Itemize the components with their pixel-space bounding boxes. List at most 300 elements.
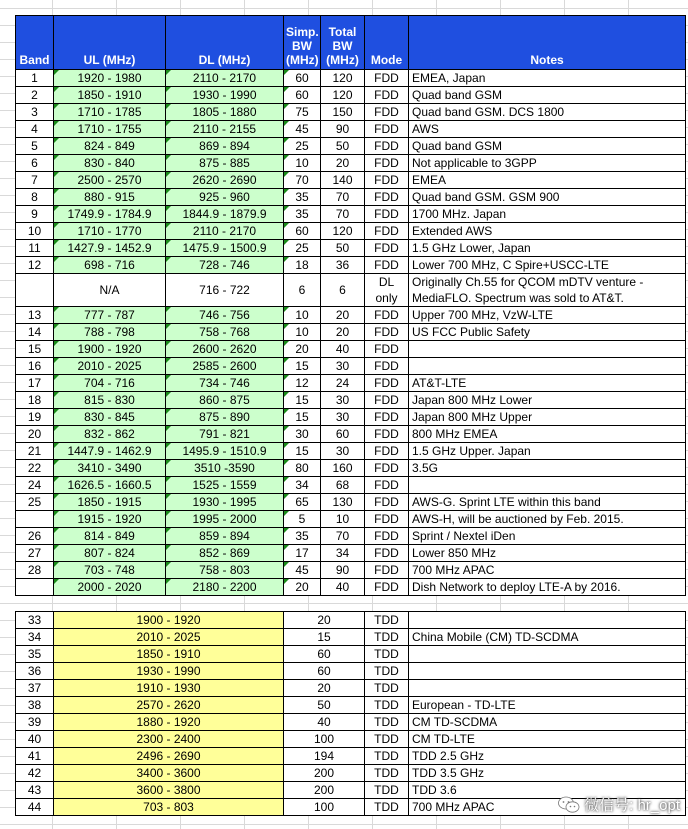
cell-dl[interactable]: 1930 - 1995 [166,494,284,511]
cell-dl[interactable]: 2110 - 2170 [166,70,284,87]
cell-notes[interactable] [409,358,686,375]
cell-simp-bw[interactable]: 10 [284,324,321,341]
cell-bandwidth[interactable]: 200 [284,782,365,799]
cell-bandwidth[interactable]: 60 [284,663,365,680]
cell-ul[interactable]: 1447.9 - 1462.9 [54,443,166,460]
cell-dl[interactable]: 852 - 869 [166,545,284,562]
cell-mode[interactable]: TDD [365,697,409,714]
cell-notes[interactable]: Lower 700 MHz, C Spire+USCC-LTE [409,257,686,274]
watermark-text: 微信号: hr_opt [584,797,680,814]
cell-ul[interactable]: 1710 - 1755 [54,121,166,138]
cell-mode[interactable]: FDD [365,172,409,189]
cell-mode[interactable]: FDD [365,307,409,324]
cell-band[interactable]: 24 [16,477,54,494]
cell-frequency-range[interactable]: 1930 - 1990 [54,663,284,680]
cell-total-bw[interactable]: 24 [321,375,365,392]
cell-ul[interactable]: 815 - 830 [54,392,166,409]
cell-bandwidth[interactable]: 15 [284,629,365,646]
cell-band[interactable]: 9 [16,206,54,223]
cell-mode[interactable] [365,274,409,307]
cell-bandwidth[interactable]: 50 [284,697,365,714]
cell-ul[interactable]: 814 - 849 [54,528,166,545]
header-total-bw[interactable]: Total BW (MHz) [321,16,365,70]
cell-ul[interactable]: 1710 - 1785 [54,104,166,121]
table-row [16,714,686,731]
cell-total-bw[interactable]: 20 [321,324,365,341]
cell-ul[interactable]: 1850 - 1915 [54,494,166,511]
cell-band[interactable]: 36 [16,663,54,680]
cell-dl[interactable]: 1495.9 - 1510.9 [166,443,284,460]
cell-band[interactable]: 16 [16,358,54,375]
cell-frequency-range[interactable]: 2010 - 2025 [54,629,284,646]
cell-band[interactable]: 18 [16,392,54,409]
cell-simp-bw[interactable]: 30 [284,426,321,443]
cell-simp-bw[interactable]: 6 [284,274,321,307]
cell-notes[interactable]: TDD 2.5 GHz [409,748,686,765]
cell-simp-bw[interactable]: 20 [284,341,321,358]
table-row [16,663,686,680]
cell-mode[interactable]: TDD [365,714,409,731]
cell-notes[interactable]: US FCC Public Safety [409,324,686,341]
cell-mode[interactable]: FDD [365,121,409,138]
cell-ul[interactable]: 1900 - 1920 [54,341,166,358]
cell-frequency-range[interactable]: 2300 - 2400 [54,731,284,748]
cell-mode[interactable]: TDD [365,748,409,765]
cell-ul[interactable]: 880 - 915 [54,189,166,206]
cell-simp-bw[interactable]: 25 [284,240,321,257]
cell-mode[interactable]: TDD [365,629,409,646]
cell-band[interactable]: 15 [16,341,54,358]
cell-dl[interactable]: 1844.9 - 1879.9 [166,206,284,223]
cell-total-bw[interactable]: 30 [321,409,365,426]
cell-ul[interactable]: 1749.9 - 1784.9 [54,206,166,223]
cell-mode[interactable]: FDD [365,460,409,477]
table-row [16,629,686,646]
separator-section [16,596,686,612]
cell-ul[interactable]: 1427.9 - 1452.9 [54,240,166,257]
cell-notes[interactable]: Not applicable to 3GPP [409,155,686,172]
cell-band[interactable]: 3 [16,104,54,121]
cell-notes[interactable]: Extended AWS [409,223,686,240]
cell-mode[interactable]: FDD [365,240,409,257]
table-row [16,460,686,477]
cell-ul[interactable]: 830 - 840 [54,155,166,172]
header-dl[interactable]: DL (MHz) [166,16,284,70]
cell-notes[interactable] [409,612,686,629]
watermark [558,794,680,815]
cell-ul[interactable]: 1915 - 1920 [54,511,166,528]
cell-notes[interactable] [409,646,686,663]
cell-frequency-range[interactable]: 3400 - 3600 [54,765,284,782]
table-row [16,494,686,511]
cell-bandwidth[interactable]: 100 [284,731,365,748]
table-row [16,358,686,375]
cell-band[interactable]: 10 [16,223,54,240]
cell-band[interactable]: 12 [16,257,54,274]
cell-band[interactable]: 5 [16,138,54,155]
cell-band[interactable]: 25 [16,494,54,511]
cell-dl[interactable]: 1930 - 1990 [166,87,284,104]
cell-notes[interactable]: TDD 3.5 GHz [409,765,686,782]
cell-simp-bw[interactable]: 15 [284,358,321,375]
cell-simp-bw[interactable]: 45 [284,562,321,579]
cell-dl[interactable]: 1805 - 1880 [166,104,284,121]
cell-notes[interactable]: Upper 700 MHz, VzW-LTE [409,307,686,324]
cell-band[interactable]: 14 [16,324,54,341]
cell-band[interactable]: 17 [16,375,54,392]
cell-bandwidth[interactable]: 20 [284,680,365,697]
cell-notes[interactable]: China Mobile (CM) TD-SCDMA [409,629,686,646]
cell-total-bw[interactable]: 6 [321,274,365,307]
table-row [16,87,686,104]
cell-simp-bw[interactable]: 12 [284,375,321,392]
cell-band[interactable]: 13 [16,307,54,324]
cell-total-bw[interactable]: 68 [321,477,365,494]
cell-mode[interactable]: TDD [365,646,409,663]
cell-ul[interactable]: 2500 - 2570 [54,172,166,189]
cell-notes[interactable]: Lower 850 MHz [409,545,686,562]
cell-band[interactable]: 7 [16,172,54,189]
cell-notes[interactable] [409,477,686,494]
cell-mode[interactable]: FDD [365,443,409,460]
cell-notes[interactable]: Dish Network to deploy LTE-A by 2016. [409,579,686,596]
cell-mode[interactable]: FDD [365,494,409,511]
cell-band[interactable]: 34 [16,629,54,646]
cell-ul[interactable]: 703 - 748 [54,562,166,579]
cell-simp-bw[interactable]: 35 [284,189,321,206]
cell-band[interactable]: 35 [16,646,54,663]
separator-cell[interactable] [16,596,686,612]
cell-total-bw[interactable]: 120 [321,87,365,104]
cell-dl[interactable]: 875 - 885 [166,155,284,172]
cell-bandwidth[interactable]: 40 [284,714,365,731]
cell-notes[interactable] [409,274,686,307]
cell-total-bw[interactable]: 70 [321,189,365,206]
cell-mode[interactable]: FDD [365,138,409,155]
cell-notes[interactable]: Quad band GSM [409,138,686,155]
cell-simp-bw[interactable]: 10 [284,155,321,172]
cell-dl[interactable]: 2585 - 2600 [166,358,284,375]
cell-simp-bw[interactable]: 25 [284,138,321,155]
cell-total-bw[interactable]: 70 [321,528,365,545]
cell-notes[interactable]: 1.5 GHz Upper. Japan [409,443,686,460]
cell-total-bw[interactable]: 40 [321,341,365,358]
cell-dl[interactable]: 875 - 890 [166,409,284,426]
cell-simp-bw[interactable]: 15 [284,409,321,426]
cell-notes[interactable]: CM TD-SCDMA [409,714,686,731]
cell-mode[interactable]: FDD [365,562,409,579]
cell-frequency-range[interactable]: 1910 - 1930 [54,680,284,697]
cell-total-bw[interactable]: 160 [321,460,365,477]
cell-band[interactable]: 1 [16,70,54,87]
cell-simp-bw[interactable]: 15 [284,443,321,460]
cell-notes[interactable] [409,663,686,680]
cell-dl[interactable]: 1475.9 - 1500.9 [166,240,284,257]
table-row [16,511,686,528]
cell-dl[interactable]: 859 - 894 [166,528,284,545]
cell-frequency-range[interactable]: 3600 - 3800 [54,782,284,799]
cell-mode[interactable]: FDD [365,104,409,121]
cell-dl[interactable]: 734 - 746 [166,375,284,392]
cell-mode[interactable]: FDD [365,545,409,562]
cell-ul[interactable]: N/A [54,274,166,307]
cell-simp-bw[interactable]: 35 [284,528,321,545]
cell-notes[interactable]: Japan 800 MHz Lower [409,392,686,409]
header-simp-bw[interactable]: Simp. BW (MHz) [284,16,321,70]
table-row [16,426,686,443]
cell-dl[interactable]: 791 - 821 [166,426,284,443]
cell-mode[interactable]: FDD [365,155,409,172]
cell-notes[interactable]: Sprint / Nextel iDen [409,528,686,545]
cell-dl[interactable]: 3510 -3590 [166,460,284,477]
cell-band[interactable]: 38 [16,697,54,714]
cell-ul[interactable]: 830 - 845 [54,409,166,426]
cell-frequency-range[interactable]: 1850 - 1910 [54,646,284,663]
cell-notes[interactable]: European - TD-LTE [409,697,686,714]
fdd-section-1 [16,70,686,274]
table-row [16,223,686,240]
cell-dl[interactable]: 746 - 756 [166,307,284,324]
cell-notes[interactable]: CM TD-LTE [409,731,686,748]
cell-simp-bw[interactable]: 60 [284,223,321,240]
table-row [16,240,686,257]
cell-band[interactable]: 33 [16,612,54,629]
cell-notes[interactable]: 1700 MHz. Japan [409,206,686,223]
mode-line-1: DL [378,275,395,289]
cell-total-bw[interactable]: 70 [321,206,365,223]
header-band[interactable]: Band [16,16,54,70]
cell-notes[interactable]: 700 MHz APAC [409,562,686,579]
cell-mode[interactable]: FDD [365,324,409,341]
cell-band[interactable]: 22 [16,460,54,477]
cell-notes[interactable]: TDD 3.6 [409,782,686,799]
table-row [16,375,686,392]
cell-band[interactable]: 28 [16,562,54,579]
cell-bandwidth[interactable]: 100 [284,799,365,816]
cell-ul[interactable]: 1920 - 1980 [54,70,166,87]
cell-total-bw[interactable]: 50 [321,240,365,257]
cell-total-bw[interactable]: 30 [321,392,365,409]
cell-mode[interactable]: TDD [365,782,409,799]
cell-dl[interactable]: 758 - 803 [166,562,284,579]
cell-simp-bw[interactable]: 20 [284,579,321,596]
cell-band[interactable] [16,274,54,307]
cell-notes[interactable]: 1.5 GHz Lower, Japan [409,240,686,257]
cell-bandwidth[interactable]: 60 [284,646,365,663]
cell-mode[interactable]: FDD [365,87,409,104]
cell-ul[interactable]: 832 - 862 [54,426,166,443]
cell-band[interactable]: 8 [16,189,54,206]
cell-mode[interactable]: FDD [365,206,409,223]
cell-band[interactable]: 21 [16,443,54,460]
cell-bandwidth[interactable]: 194 [284,748,365,765]
cell-notes[interactable]: AT&T-LTE [409,375,686,392]
cell-band[interactable]: 37 [16,680,54,697]
cell-band[interactable]: 41 [16,748,54,765]
cell-dl[interactable]: 1995 - 2000 [166,511,284,528]
cell-ul[interactable]: 777 - 787 [54,307,166,324]
cell-mode[interactable]: FDD [365,358,409,375]
cell-mode[interactable]: FDD [365,409,409,426]
cell-band[interactable]: 40 [16,731,54,748]
header-notes[interactable]: Notes [409,16,686,70]
cell-total-bw[interactable]: 60 [321,426,365,443]
header-mode[interactable]: Mode [365,16,409,70]
cell-total-bw[interactable]: 36 [321,257,365,274]
cell-total-bw[interactable]: 20 [321,307,365,324]
cell-dl[interactable]: 2110 - 2170 [166,223,284,240]
header-ul[interactable]: UL (MHz) [54,16,166,70]
cell-total-bw[interactable]: 30 [321,358,365,375]
table-row [16,579,686,596]
cell-frequency-range[interactable]: 703 - 803 [54,799,284,816]
cell-simp-bw[interactable]: 34 [284,477,321,494]
cell-band[interactable] [16,511,54,528]
cell-mode[interactable]: TDD [365,799,409,816]
cell-total-bw[interactable]: 34 [321,545,365,562]
cell-mode[interactable]: FDD [365,189,409,206]
cell-notes[interactable]: Quad band GSM. DCS 1800 [409,104,686,121]
cell-mode[interactable]: FDD [365,579,409,596]
cell-total-bw[interactable]: 130 [321,494,365,511]
cell-ul[interactable]: 1710 - 1770 [54,223,166,240]
cell-notes[interactable]: EMEA, Japan [409,70,686,87]
cell-ul[interactable]: 704 - 716 [54,375,166,392]
cell-band[interactable]: 27 [16,545,54,562]
cell-dl[interactable]: 2600 - 2620 [166,341,284,358]
cell-mode[interactable]: TDD [365,663,409,680]
cell-dl[interactable]: 758 - 768 [166,324,284,341]
cell-bandwidth[interactable]: 200 [284,765,365,782]
cell-mode[interactable]: FDD [365,375,409,392]
dl-only-section [16,274,686,307]
cell-frequency-range[interactable]: 1880 - 1920 [54,714,284,731]
cell-ul[interactable]: 788 - 798 [54,324,166,341]
cell-ul[interactable]: 824 - 849 [54,138,166,155]
cell-total-bw[interactable]: 120 [321,70,365,87]
table-row [16,562,686,579]
cell-total-bw[interactable]: 50 [321,138,365,155]
cell-notes[interactable]: AWS-H, will be auctioned by Feb. 2015. [409,511,686,528]
table-row [16,477,686,494]
cell-notes[interactable]: EMEA [409,172,686,189]
cell-mode[interactable]: FDD [365,70,409,87]
cell-simp-bw[interactable]: 65 [284,494,321,511]
cell-band[interactable]: 19 [16,409,54,426]
cell-mode[interactable]: FDD [365,511,409,528]
cell-dl[interactable]: 1525 - 1559 [166,477,284,494]
cell-band[interactable]: 4 [16,121,54,138]
cell-band[interactable] [16,579,54,596]
cell-total-bw[interactable]: 90 [321,562,365,579]
cell-band[interactable]: 42 [16,765,54,782]
cell-ul[interactable]: 1626.5 - 1660.5 [54,477,166,494]
cell-simp-bw[interactable]: 70 [284,172,321,189]
cell-dl[interactable]: 728 - 746 [166,257,284,274]
cell-total-bw[interactable]: 30 [321,443,365,460]
cell-band[interactable]: 43 [16,782,54,799]
cell-mode[interactable]: FDD [365,477,409,494]
cell-frequency-range[interactable]: 2496 - 2690 [54,748,284,765]
cell-band[interactable]: 26 [16,528,54,545]
cell-dl[interactable]: 925 - 960 [166,189,284,206]
cell-notes[interactable]: 700 MHz APAC [409,799,686,816]
cell-total-bw[interactable]: 90 [321,121,365,138]
cell-mode[interactable]: TDD [365,731,409,748]
cell-ul[interactable]: 1850 - 1910 [54,87,166,104]
cell-simp-bw[interactable]: 60 [284,87,321,104]
cell-total-bw[interactable]: 20 [321,155,365,172]
cell-simp-bw[interactable]: 80 [284,460,321,477]
cell-band[interactable]: 44 [16,799,54,816]
cell-mode[interactable]: FDD [365,341,409,358]
cell-mode[interactable]: TDD [365,680,409,697]
cell-dl[interactable]: 2620 - 2690 [166,172,284,189]
cell-mode[interactable]: TDD [365,765,409,782]
cell-total-bw[interactable]: 120 [321,223,365,240]
cell-simp-bw[interactable]: 45 [284,121,321,138]
cell-dl[interactable]: 869 - 894 [166,138,284,155]
cell-notes[interactable] [409,680,686,697]
cell-simp-bw[interactable]: 18 [284,257,321,274]
cell-ul[interactable]: 2000 - 2020 [54,579,166,596]
cell-band[interactable]: 2 [16,87,54,104]
cell-dl[interactable]: 2180 - 2200 [166,579,284,596]
cell-notes[interactable]: AWS-G. Sprint LTE within this band [409,494,686,511]
cell-mode[interactable]: FDD [365,257,409,274]
cell-total-bw[interactable]: 40 [321,579,365,596]
cell-dl[interactable]: 2110 - 2155 [166,121,284,138]
cell-bandwidth[interactable]: 20 [284,612,365,629]
cell-notes[interactable]: Japan 800 MHz Upper [409,409,686,426]
table-row [16,206,686,223]
cell-total-bw[interactable]: 140 [321,172,365,189]
cell-mode[interactable]: FDD [365,528,409,545]
cell-mode[interactable]: FDD [365,223,409,240]
cell-notes[interactable] [409,341,686,358]
cell-dl[interactable]: 716 - 722 [166,274,284,307]
cell-frequency-range[interactable]: 2570 - 2620 [54,697,284,714]
cell-band[interactable]: 6 [16,155,54,172]
cell-total-bw[interactable]: 150 [321,104,365,121]
cell-band[interactable]: 39 [16,714,54,731]
cell-mode[interactable]: FDD [365,426,409,443]
cell-simp-bw[interactable]: 10 [284,307,321,324]
cell-band[interactable]: 20 [16,426,54,443]
cell-band[interactable]: 11 [16,240,54,257]
cell-ul[interactable]: 698 - 716 [54,257,166,274]
cell-dl[interactable]: 860 - 875 [166,392,284,409]
cell-ul[interactable]: 2010 - 2025 [54,358,166,375]
cell-simp-bw[interactable]: 15 [284,392,321,409]
cell-total-bw[interactable]: 10 [321,511,365,528]
cell-simp-bw[interactable]: 5 [284,511,321,528]
cell-notes[interactable]: 800 MHz EMEA [409,426,686,443]
cell-notes[interactable]: Quad band GSM [409,87,686,104]
cell-ul[interactable]: 807 - 824 [54,545,166,562]
cell-simp-bw[interactable]: 35 [284,206,321,223]
cell-simp-bw[interactable]: 17 [284,545,321,562]
cell-notes[interactable]: 3.5G [409,460,686,477]
cell-frequency-range[interactable]: 1900 - 1920 [54,612,284,629]
cell-simp-bw[interactable]: 75 [284,104,321,121]
cell-mode[interactable]: TDD [365,612,409,629]
cell-notes[interactable]: Quad band GSM. GSM 900 [409,189,686,206]
cell-simp-bw[interactable]: 60 [284,70,321,87]
cell-mode[interactable]: FDD [365,392,409,409]
cell-ul[interactable]: 3410 - 3490 [54,460,166,477]
cell-notes[interactable]: AWS [409,121,686,138]
